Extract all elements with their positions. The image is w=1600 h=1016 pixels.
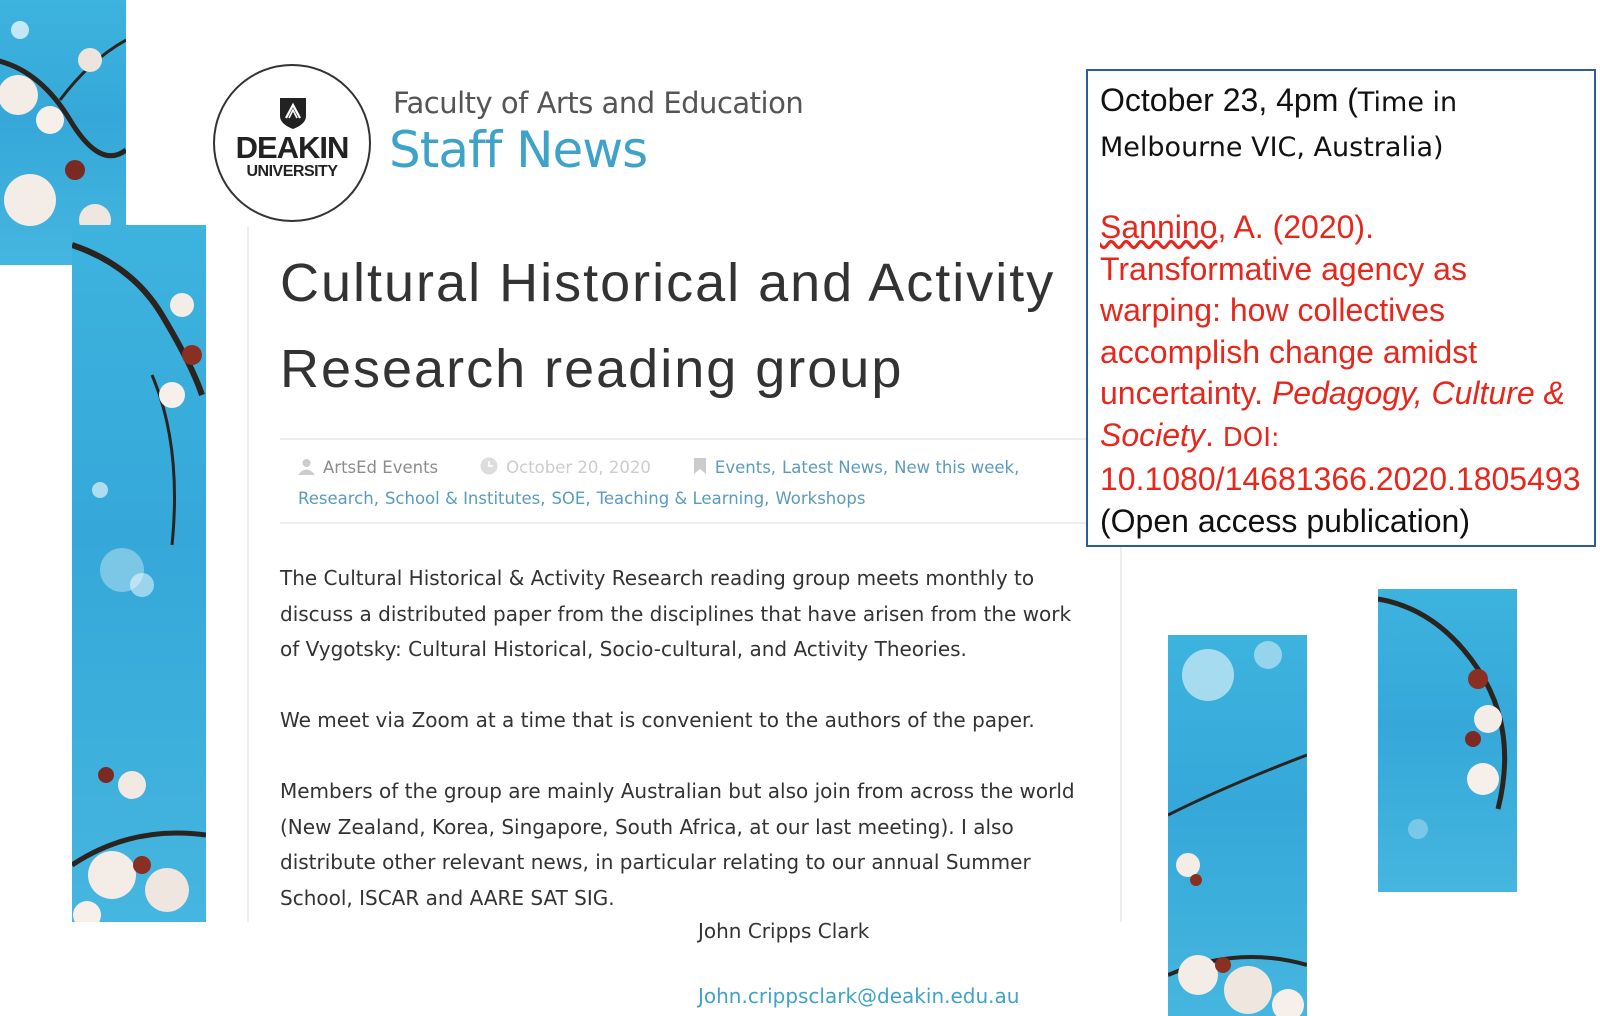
blossom-image-right bbox=[1378, 589, 1517, 892]
publication-name: Staff News bbox=[389, 121, 648, 179]
logo-subtitle: UNIVERSITY bbox=[246, 163, 338, 180]
category-link-school-institutes[interactable]: School & Institutes bbox=[384, 489, 541, 508]
reference-doi: 10.1080/14681366.2020.1805493 bbox=[1100, 461, 1581, 497]
signer-name: John Cripps Clark bbox=[698, 919, 870, 943]
event-timezone-note: Time in Melbourne VIC, Australia) bbox=[1100, 87, 1458, 163]
doi-label: DOI: bbox=[1222, 422, 1280, 453]
category-link-research[interactable]: Research bbox=[298, 489, 374, 508]
meta-divider-top bbox=[280, 438, 1088, 440]
category-link-workshops[interactable]: Workshops bbox=[775, 489, 866, 508]
category-link-soe[interactable]: SOE bbox=[551, 489, 586, 508]
body-paragraph: Members of the group are mainly Australian but also join from across the world (New Zealand, Korea, Singapore, South Africa, at our last meeting). I also distribute other relevant news, in particular relating to our annual Summer School, ISCAR and AARE SAT SIG. bbox=[280, 779, 1075, 910]
open-access-note: (Open access publication) bbox=[1100, 502, 1470, 539]
article-title: Cultural Historical and Activity Research reading group bbox=[280, 253, 1056, 399]
page-divider-left bbox=[247, 226, 249, 922]
event-time bbox=[1100, 79, 1594, 169]
meta-divider-bottom bbox=[280, 522, 1088, 524]
category-link-latest-news[interactable]: Latest News bbox=[782, 458, 883, 477]
shield-icon bbox=[278, 96, 308, 130]
faculty-name: Faculty of Arts and Education bbox=[393, 86, 804, 120]
user-icon bbox=[298, 458, 315, 475]
blossom-image-bottom-middle bbox=[1168, 635, 1307, 1016]
reading-reference bbox=[1100, 207, 1594, 542]
reference-journal: Pedagogy, Culture & Society bbox=[1100, 375, 1565, 453]
meta-date: October 20, 2020 bbox=[506, 458, 651, 477]
reference-author: Sannino bbox=[1100, 209, 1218, 245]
event-date-time: October 23, 4pm ( bbox=[1100, 82, 1358, 118]
meta-author[interactable]: ArtsEd Events bbox=[323, 458, 439, 477]
article-body bbox=[280, 561, 1090, 952]
bookmark-icon bbox=[693, 457, 707, 475]
reference-period: . bbox=[1204, 416, 1214, 453]
reference-text: , A. (2020). Transformative agency as warping: how collectives accomplish change amidst uncertainty. bbox=[1100, 209, 1478, 411]
blossom-image-left bbox=[72, 225, 206, 922]
category-link-events[interactable]: Events bbox=[714, 458, 771, 477]
contact-email-link[interactable]: John.crippsclark@deakin.edu.au bbox=[698, 984, 1020, 1008]
article-meta: ArtsEd Events October 20, 2020 Events, Latest News, New this week, Research, School & Institutes, SOE, Teaching & Learning, Workshops bbox=[298, 458, 1020, 508]
clock-icon bbox=[480, 457, 498, 475]
category-link-teaching-learning[interactable]: Teaching & Learning bbox=[596, 489, 765, 508]
deakin-logo bbox=[213, 64, 371, 222]
event-info-box bbox=[1086, 69, 1596, 547]
category-link-new-this-week[interactable]: New this week bbox=[894, 458, 1015, 477]
body-paragraph: We meet via Zoom at a time that is convenient to the authors of the paper. bbox=[280, 708, 1035, 732]
logo-wordmark: DEAKIN bbox=[235, 130, 349, 165]
body-paragraph: The Cultural Historical & Activity Research reading group meets monthly to discuss a distributed paper from the disciplines that have arisen from the work of Vygotsky: Cultural Historical, Socio-cultural, and Activity Theories. bbox=[280, 566, 1072, 661]
page-divider-right bbox=[1120, 547, 1122, 922]
